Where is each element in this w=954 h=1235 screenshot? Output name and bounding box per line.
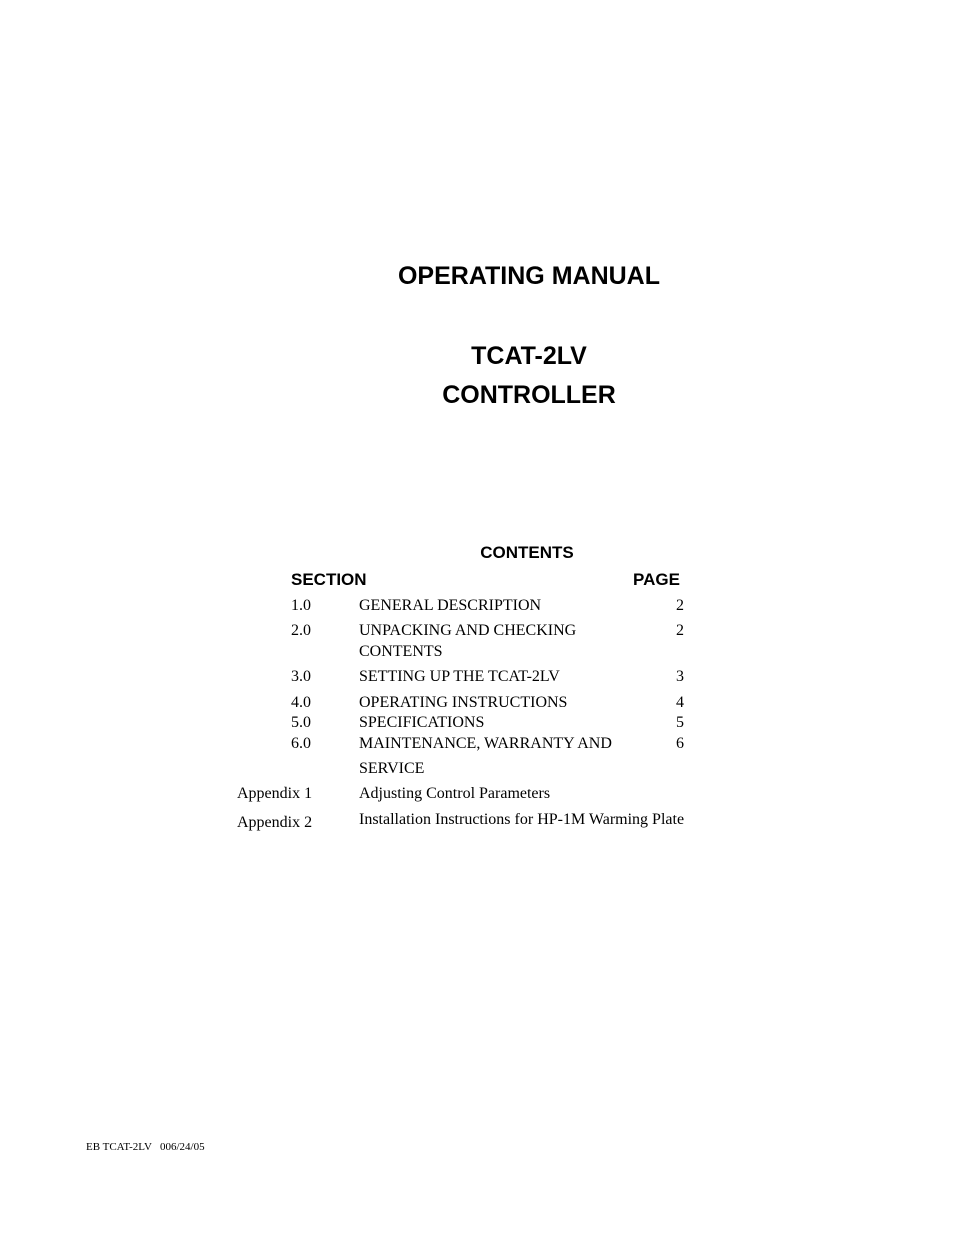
toc-section-title: OPERATING INSTRUCTIONS [359,694,568,711]
appendix-label: Appendix 2 [237,814,313,831]
toc-page-number: 3 [676,668,684,685]
appendix-title: Installation Instructions for HP-1M Warming Plate [359,811,685,828]
toc-section-title: MAINTENANCE, WARRANTY AND [359,735,612,752]
toc-section-title-continued: CONTENTS [359,643,443,660]
appendix-label: Appendix 1 [237,785,313,802]
toc-section-number: 5.0 [291,714,311,731]
toc-section-number: 2.0 [291,622,311,639]
toc-section-title: SPECIFICATIONS [359,714,485,731]
toc-page-number: 5 [676,714,684,731]
appendix-title: Adjusting Control Parameters [359,785,551,802]
document-title: OPERATING MANUAL [397,262,661,290]
toc-section-title: SETTING UP THE TCAT-2LV [359,668,560,685]
document-footer: EB TCAT-2LV 006/24/05 [86,1141,205,1153]
toc-section-title-continued: SERVICE [359,760,425,777]
section-column-header: SECTION [291,570,367,589]
toc-section-title: UNPACKING AND CHECKING [359,622,577,639]
model-name: TCAT-2LV [471,342,587,370]
toc-page-number: 2 [676,597,684,614]
contents-heading: CONTENTS [480,543,574,562]
toc-page-number: 2 [676,622,684,639]
toc-section-number: 3.0 [291,668,311,685]
toc-page-number: 4 [676,694,684,711]
toc-section-number: 4.0 [291,694,311,711]
toc-page-number: 6 [676,735,684,752]
toc-section-title: GENERAL DESCRIPTION [359,597,542,614]
toc-section-number: 6.0 [291,735,311,752]
product-name: CONTROLLER [442,381,616,409]
page-column-header: PAGE [633,570,680,589]
toc-section-number: 1.0 [291,597,311,614]
